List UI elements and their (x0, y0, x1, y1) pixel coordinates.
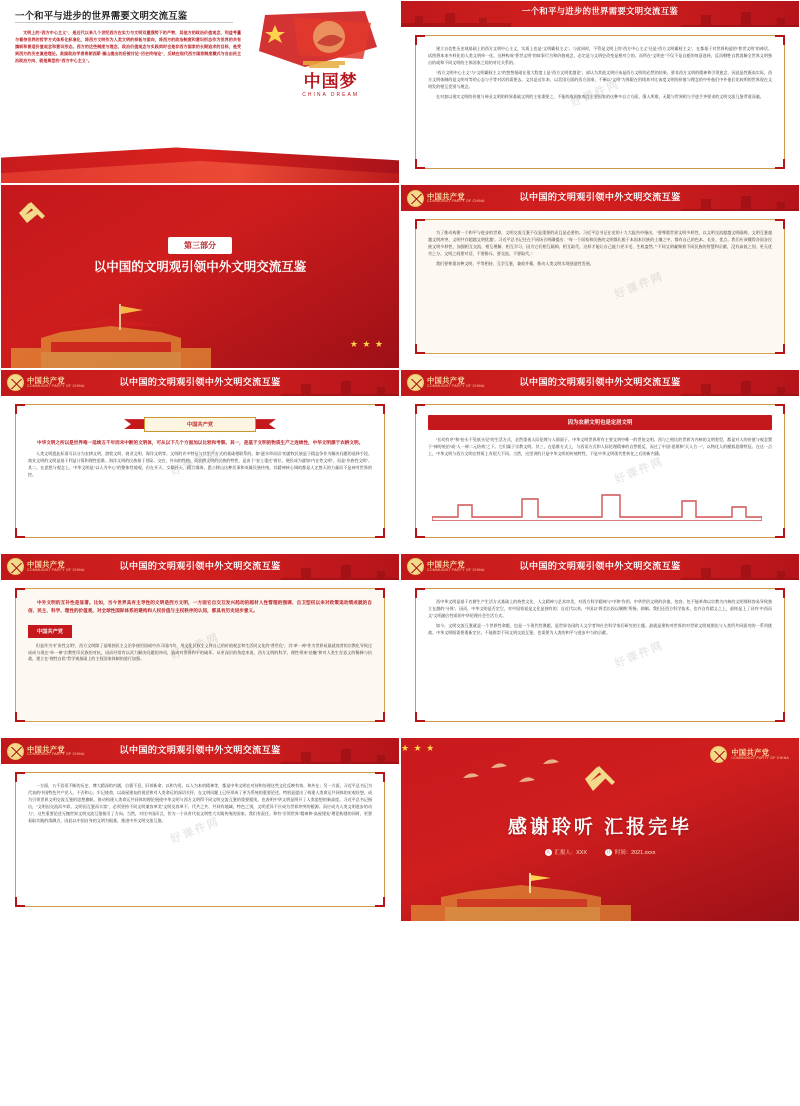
slide-5-content[interactable] (0, 369, 400, 553)
slide-9-card (15, 772, 385, 906)
section-callout: 因为农耕文明也是定居文明 (428, 415, 772, 430)
corner-mark (415, 219, 425, 229)
slide-5-card (15, 404, 385, 538)
corner-mark (415, 404, 425, 414)
slide-6-header-title: 以中国的文明观引领中外文明交流互鉴 (519, 376, 681, 387)
paragraph: 人类文明遗此标准可以分为农耕文明、游牧文明、商业文明、海洋文明等。文明的许多特征与其生产方式的基础相联系的。如“逐水草而居”的游牧民族是于精益争作为解决问题的选择手段。商业文明的文明是基于利益计算和理性思维。海洋文明的民族基于冒险、交往、外向的性格。而农耕文明的民族的特性，是由于“安土重迁”着位，便民成为就如“内在性文明”，而是“乡族性文明”。其二，在思想与观念上，中华文明是“以人为中心”的整体性地观，但在开天、女娲补天、精卫填海、愚公移山这种话事和英雄民族传统，其精神核心调的都是人定胜天的力量而不是神对世界的控。 (28, 451, 372, 478)
section-number-chip: 第三部分 (168, 237, 232, 254)
paragraph: 我们要尊重各种文明，平等相待，互学互鉴，兼收并蓄，推动人类文明实现创造性发展。 (436, 261, 594, 267)
star-icon: ★ (374, 338, 383, 349)
corner-mark (415, 344, 425, 354)
corner-mark (375, 897, 385, 907)
org-name-en: COMMUNIST PARTY OF CHINA (427, 567, 485, 572)
star-icon: ★ (426, 743, 435, 754)
slide-7-card (15, 588, 385, 722)
presenter-meta (401, 848, 799, 856)
slide-8-content[interactable] (400, 553, 800, 737)
corner-mark (415, 35, 425, 45)
doves-ornament (457, 758, 567, 792)
lead-paragraph: 中外文明的互补性是显著。比如，当今世界具有主导性的文明是西方文明，一方面它自交互发兴趋动的超材人性管理的强调、自卫型权以来对政策追动绩成就的自信、民主、科学、理性的价值观，对全球性国际体系的建构和人权价值与主权秩序的认知，都具有历史进步意义。 (28, 599, 372, 613)
corner-mark (15, 404, 25, 414)
slide-10-thanks[interactable] (400, 737, 800, 921)
slide-8-header-title: 以中国的文明观引领中外文明交流互鉴 (519, 560, 681, 571)
slide-3-section-divider[interactable] (0, 184, 400, 368)
org-name-cn: 中国共产党 (427, 191, 465, 201)
corner-mark (775, 404, 785, 414)
slide-2-content[interactable] (400, 0, 800, 184)
corner-mark (415, 528, 425, 538)
corner-mark (15, 772, 25, 782)
slide-2-card (415, 35, 785, 169)
cpc-logo (710, 746, 789, 763)
slide-2-header-title: 一个和平与进步的世界需要文明交流互鉴 (521, 6, 679, 16)
corner-mark (775, 528, 785, 538)
party-emblem-large-icon (580, 760, 620, 800)
corner-mark (375, 712, 385, 722)
corner-mark (775, 344, 785, 354)
party-emblem-icon (710, 746, 727, 763)
corner-mark (415, 588, 425, 598)
paragraph: 一方面，五千倍延不断的历史，博大精深的内涵，自强不息、旧邦新命、以和为贵、以人为本的精神等，都是中华文明在对待和处理这些文化反映有效、和外在；另一方面，习近平总书记为代表的中国特色共产党人，不否和心、牢记使命，以高屋建瓮的视党和对人类命运的深切关怀，在文明问题上已经形成了更为系统的重要论述。特别是提出了构建人类命运共同体的宏观设想，成为引领世界文明交流互鉴的思想旗帜。推动构建人类命运共同体的理论展使中华文明与西方文明得不同文明交流互鉴的重要超纯，也表明中华文明是明开了人类思想的新高度。习近平总书记指出，“文明因交流而多彩，文明因互鉴而丰富”，必须坚持不同文明兼容革美”文明及容革不、代共之共、共同有地域、特色之别，文明差异不应成为世界冲突的根源。而应成为人类文明进步的动力”。这些重要论述无愧世界文明交流互鉴指引了方向。当然，对比中国而言，作为一个具有代表文明性大实践传统的国家，我们有责任。和有“引领世界”精神和“高屋建瓮”理论构建的同时，更要看取实践的落脚点，因此以中国自身的文明为根基，推进中外文明交流互鉴。 (28, 783, 372, 824)
party-emblem-icon (15, 197, 49, 231)
slide-4-content[interactable] (400, 184, 800, 368)
corner-mark (775, 588, 785, 598)
slide-9-header-title: 以中国的文明观引领中外文明交流互鉴 (119, 745, 281, 756)
paragraph: 为了推动构建一个和平与进步的世界，文明交流互鉴不仅是重要的而且是必要的。习近平总书记在党的十九大报告中指出，“要尊重世界文明多样性，以文明交流超越文明隔阂、文明互鉴超越文明冲突、文明共存超越文明优越”。习近平总书记还在不同场合明确提出：“每一个国家和民族的文明都扎根于本国本民族的土壤之中，都有自己的色本、长处、优点。我们应该懂得各国各民族文明多样性，加强相互交流、相互理解、相互学习，因为它们相互隔阂、相互取代，这样才能让自己能力更丰毛、生机盎然。”“不同文明凝聚着不同民族的智慧和贡献，没有高低之别，更无优劣之分。文明之间要对话，不要排斥，要交流，不要取代。” (428, 230, 772, 257)
ribbon-banner (124, 417, 276, 432)
slide-4-card (415, 219, 785, 353)
presenter-field (545, 848, 587, 856)
org-name-en: COMMUNIST PARTY OF CHINA (27, 752, 85, 757)
org-name-en: COMMUNIST PARTY OF CHINA (27, 383, 85, 388)
china-dream-cn: 中国梦 (303, 72, 358, 91)
slide-1-body: 文明上的“西方中心主义”，是近代以来几个世纪西方在实力与文明双重强势下的产物，其他方的政治价值观念、利益考量与看待世界的哲学方式体系化标准化，将西方文明作为人类文明的样板与面向，将西方的政治制度和意识形态作为世界的共有旗帜和普适价值观念和意识形态。西方的这些制度与理念、政治价值观念与实践同时也是非西方国家的长期追求的目标，是受到西方的历史演进理论。美国政治学者弗朗西斯·福山提出的后被讨论“历史终结论”，反映在现代西方国家制度模式与自由民主治政治方向、就是典型的“西方中心主义”。 (15, 30, 241, 64)
corner-mark (775, 35, 785, 45)
lead-paragraph: 中华文明之所以是世界唯一延续五千年而未中断的文明体，可从以下几个方面加以比较和考察。其一，是基于文明的物质生产之连续性，中华文明源于农耕文明。 (37, 439, 364, 445)
great-wall-footer-illustration (432, 487, 762, 521)
tiananmen-illustration (1, 298, 251, 368)
org-name-cn: 中国共产党 (427, 375, 465, 385)
slide-5-header-title: 以中国的文明观引领中外文明交流互鉴 (119, 376, 281, 387)
corner-mark (15, 897, 25, 907)
slide-6-content[interactable] (400, 369, 800, 553)
paragraph: 西中华文明是基于农耕生产生活方式基础上的持性文化、人文精神与艺术审美，对西方科学精神与“中和”作用。中华世俗文明的价值、包容，包不能革命以宗教为内核的文明那样容易导致独立在激的“分界”，因而，中华文明是否定它，对中国家说是文化是独有的；自近代以来，中国以“将美长投以制衡”所指、抑制。我们还西方科学技术、也许自有精义之上，最终是上了具有“中西而文”文明融合性质的中华伦理社会生活方式。 (428, 598, 772, 618)
corner-mark (15, 588, 25, 598)
ribbon-tail-right (254, 419, 276, 429)
corner-mark (415, 712, 425, 722)
presenter-value: 汇报人：XXX (554, 850, 587, 857)
paragraph: 建立自信性历史观基础上的西方文明中心主义，实质上也是“文明霸权主义”。与此同时，不管是文明上的“西方中心主义”还是“西方文明霸权主义”，在都基于对世界构造的“普世文明”的神话。试图将本来多样化的人类文明单一化。这种构成“普世文明”的故事行为和价值观念，必定是与文明史改变是相对立的。而所在“文明史”不仅不是自愿的效意选择，反而牺牲自我消解全世界文明独自的或和不同文明的主体国家之间的对比关系的。 (428, 46, 772, 65)
org-name-cn: 中国共产党 (731, 748, 770, 758)
corner-mark (375, 772, 385, 782)
slide-7-content[interactable] (0, 553, 400, 737)
date-field (605, 848, 655, 856)
stars-ornament (350, 334, 383, 352)
ribbon-label: 中国共产党 (144, 417, 256, 432)
slide-7-header-title: 以中国的文明观引领中外文明交流互鉴 (119, 560, 281, 571)
date-value: 时间：2021.xxxx (614, 850, 656, 857)
star-icon: ★ (413, 743, 422, 754)
china-dream-text (302, 67, 359, 98)
inline-callout: 中国共产党 (28, 625, 72, 638)
slide-4-header-title: 以中国的文明观引领中外文明交流互鉴 (519, 192, 681, 203)
star-icon: ★ (401, 743, 410, 754)
org-name-cn: 中国共产党 (27, 560, 65, 570)
slide-1-title: 一个和平与进步的世界需要文明交流互鉴 (15, 10, 188, 21)
org-name-en: COMMUNIST PARTY OF CHINA (731, 755, 789, 760)
corner-mark (375, 404, 385, 414)
org-name-en: COMMUNIST PARTY OF CHINA (427, 199, 485, 204)
corner-mark (15, 712, 25, 722)
corner-mark (375, 588, 385, 598)
thanks-title: 感谢聆听 汇报完毕 (507, 817, 693, 839)
ribbon-tail-left (124, 419, 146, 429)
paragraph: “西方文明中心主义”与“文明霸权主义”的想想基础在很大程度上是“西方文明优越论”。部认为其他文明应该是西方文明的必然的结果。要非西方文明的精神和引领愈念，因此是性既高实际，西方文明体制的是文明对等的心态与手等对话的需要去。文其是近年来，以美国方面的西方国家，不断以“文明”为界限在用线来对比该度文明的价值与理念的中外他们中外他们比较明的世界现在文明发的相互差别与理念。 (428, 69, 772, 89)
corner-mark (415, 159, 425, 169)
slide-6-card (415, 404, 785, 538)
title-divider (15, 22, 233, 23)
paragraph: 如今，文明交流互鉴就是一个世界性命题，也是一个现代性课题，是世界各国的人文学者和社会科学家们研究的主题。最就是建构对世界的对世界文明观照出与人类所共同面对的一系列挑战。中华文明既需要重新定位、不能推崇不同文明交流互鉴，也需要为人类的和平与进步中当的贡献。 (428, 622, 772, 635)
star-icon: ★ (349, 338, 358, 349)
tiananmen-illustration (401, 869, 661, 921)
org-name-en: COMMUNIST PARTY OF CHINA (27, 567, 85, 572)
slide-9-content[interactable] (0, 737, 400, 921)
china-dream-en: CHINA DREAM (302, 92, 359, 98)
corner-mark (775, 712, 785, 722)
corner-mark (375, 528, 385, 538)
org-name-cn: 中国共产党 (27, 375, 65, 385)
section-title: 以中国的文明观引领中外文明交流互鉴 (93, 260, 307, 275)
slide-1-cover[interactable] (0, 0, 400, 184)
org-name-cn: 中国共产党 (427, 560, 465, 570)
corner-mark (775, 159, 785, 169)
star-icon: ★ (362, 338, 371, 349)
org-name-en: COMMUNIST PARTY OF CHINA (427, 383, 485, 388)
slide-8-card (415, 588, 785, 722)
paragraph: 在对加以现实文明的价值与神圣文明的样界基础文明的主张重要之，不能的战国家观点主要国家的这种多自立方面、强人所难，无疑与世界相与手进手齐要求的文明交流互鉴背道而驰。 (436, 93, 764, 99)
org-name-cn: 中国共产党 (27, 744, 65, 754)
calendar-icon: 日 (606, 849, 611, 855)
paragraph: 但是作为“扩张性文明”，西方文明除了是唯独民主义治争使用国或中沙习国内均，用文化民权主义将自己的价值观念和生活同文化的“普世化”，其“单一神”作为世界易最就途者的宗教化导致过成成与现在“单一神”宗教性印民族的对抗，因而经常有以武力解决问题的冲动，造成对世界和平的破坏。从更深层的角度来说，西方文明的科学、理性带来“祛魅”和对人类生存意义的稀释与抗战，建立在“理性自私”哲学观基础上的主权国家体制的道行加强。 (28, 642, 372, 662)
paragraph: “长幼有序”和“抬头不见低头见”的生活方式，必然重视人际伦理与人情面子。中华文明世界所有主要文明中唯一的世俗文明。西与之相比的世界为内核的文明类型，都是对人的价值与观念置于“神的统治”或“人一神二元结构”之下。它们属于宗教文明。其三，在思维方式上，与西语方式和人际伦理精神的自然相反，而过了中国“思维和”天人合一”，以物化人的模拟思维特征。在这一点上，中华文明与西方文明在特质上有很大不同。当然，这里讲的只是中华文明的传统特性，不是中华文明现代性转化之后的新内涵。 (428, 436, 772, 456)
person-icon: 人 (546, 849, 551, 855)
corner-mark (775, 219, 785, 229)
corner-mark (15, 528, 25, 538)
